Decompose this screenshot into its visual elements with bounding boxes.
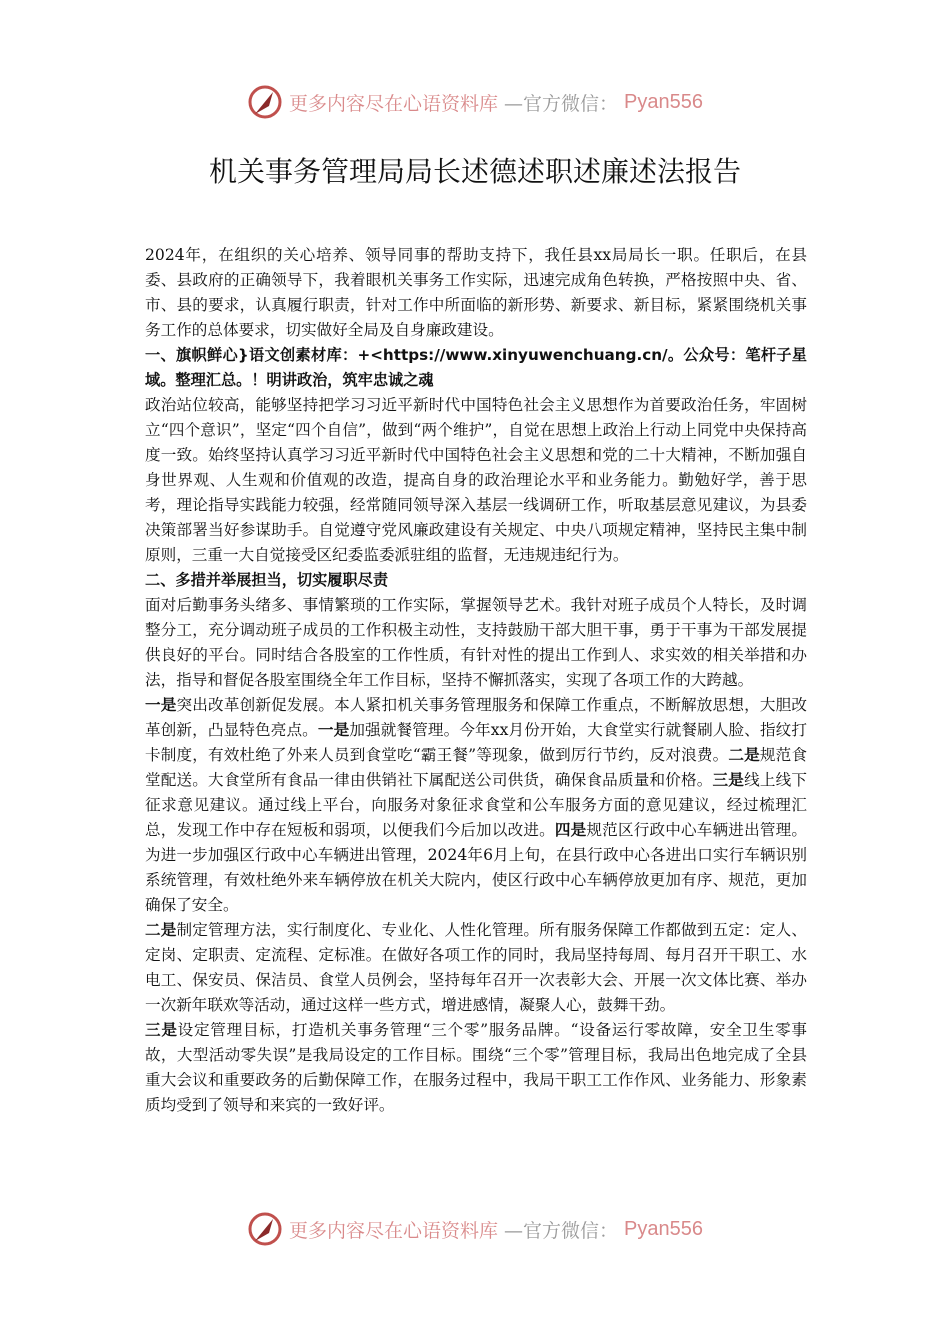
paragraph	[145, 1018, 807, 1118]
paragraph-text: 线上线下征求意见建议。通过线上平台，向服务对象征求食堂和公车服务方面的意见建议，经过梳理汇总，发现工作中存在短板和弱项，以便我们今后加以改进。	[145, 771, 807, 839]
paragraph	[145, 693, 807, 918]
header-watermark-banner	[0, 84, 950, 120]
section-heading	[145, 568, 807, 593]
bold-lead: 三是	[145, 1021, 178, 1039]
banner-text: 更多内容尽在心语资料库	[289, 92, 499, 115]
paragraph-text: 规范食堂配送。大食堂所有食品一律由供销社下属配送公司供货，确保食品质量和价格。	[145, 746, 807, 789]
paragraph	[145, 593, 807, 693]
banner-dash: —官方微信：	[504, 1219, 619, 1242]
paragraph	[145, 918, 807, 1018]
banner-dash: —官方微信：	[504, 92, 619, 115]
bold-lead: 四是	[554, 821, 587, 839]
paragraph-text: 加强就餐管理。今年xx月份开始，大食堂实行就餐刷人脸、指纹打卡制度，有效杜绝了外来人员到食堂吃“霸王餐”等现象，做到厉行节约，反对浪费。	[145, 721, 807, 764]
paragraph-text: 设定管理目标，打造机关事务管理“三个零”服务品牌。“设备运行零故障，安全卫生零事故，大型活动零失误”是我局设定的工作目标。围绕“三个零”管理目标，我局出色地完成了全县重大会议和重要政务的后勤保障工作，在服务过程中，我局干职工工作作风、业务能力、形象素质均受到了领导和来宾的一致好评。	[145, 1021, 807, 1114]
paragraph-text: 2024年，在组织的关心培养、领导同事的帮助支持下，我任县xx局局长一职。任职后，在县委、县政府的正确领导下，我着眼机关事务工作实际，迅速完成角色转换，严格按照中央、省、市、县的要求，认真履行职责，针对工作中所面临的新形势、新要求、新目标，紧紧围绕机关事务工作的总体要求，切实做好全局及自身廉政建设。	[145, 246, 807, 339]
bold-lead: 一是	[145, 696, 177, 714]
bold-lead: 一是	[317, 721, 350, 739]
quill-logo-icon	[247, 84, 283, 120]
quill-logo-icon	[247, 1211, 283, 1247]
footer-watermark-banner	[0, 1211, 950, 1247]
paragraph	[145, 243, 807, 343]
banner-wechat-id: Pyan556	[624, 1217, 703, 1240]
paragraph-text: 突出改革创新促发展。本人紧扣机关事务管理服务和保障工作重点，不断解放思想，大胆改革创新，凸显特色亮点。	[145, 696, 807, 739]
paragraph-text: 一、旗帜鲜心}语文创素材库：+<https://www.xinyuwenchuang.cn/。公众号：笔杆子星域。整理汇总。！明讲政治，筑牢忠诚之魂	[145, 346, 807, 389]
banner-wechat-id: Pyan556	[624, 90, 703, 113]
paragraph-text: 规范区行政中心车辆进出管理。为进一步加强区行政中心车辆进出管理，2024年6月上旬，在县行政中心各进出口实行车辆识别系统管理，有效杜绝外来车辆停放在机关大院内，使区行政中心车辆停放更加有序、规范，更加确保了安全。	[145, 821, 807, 914]
section-heading	[145, 343, 807, 393]
paragraph-text: 面对后勤事务头绪多、事情繁琐的工作实际，掌握领导艺术。我针对班子成员个人特长，及时调整分工，充分调动班子成员的工作积极主动性，支持鼓励干部大胆干事，勇于干事为干部发展提供良好的平台。同时结合各股室的工作性质，有针对性的提出工作到人、求实效的相关举措和办法，指导和督促各股室围绕全年工作目标，坚持不懈抓落实，实现了各项工作的大跨越。	[145, 596, 807, 689]
banner-text: 更多内容尽在心语资料库	[289, 1219, 499, 1242]
bold-lead: 二是	[145, 921, 177, 939]
paragraph-text: 二、多措并举展担当，切实履职尽责	[145, 571, 388, 589]
document-title: 机关事务管理局局长述德述职述廉述法报告	[208, 155, 741, 188]
bold-lead: 二是	[728, 746, 760, 764]
paragraph-text: 政治站位较高，能够坚持把学习习近平新时代中国特色社会主义思想作为首要政治任务，牢固树立“四个意识”，坚定“四个自信”，做到“两个维护”，自觉在思想上政治上行动上同党中央保持高度一致。始终坚持认真学习习近平新时代中国特色社会主义思想和党的二十大精神，不断加强自身世界观、人生观和价值观的改造，提高自身的政治理论水平和业务能力。勤勉好学，善于思考，理论指导实践能力较强，经常随同领导深入基层一线调研工作，听取基层意见建议，为县委决策部署当好参谋助手。自觉遵守党风廉政建设有关规定、中央八项规定精神，坚持民主集中制原则，三重一大自觉接受区纪委监委派驻组的监督，无违规违纪行为。	[145, 396, 807, 564]
bold-lead: 三是	[712, 771, 745, 789]
document-body	[145, 243, 807, 1118]
paragraph	[145, 393, 807, 568]
paragraph-text: 制定管理方法，实行制度化、专业化、人性化管理。所有服务保障工作都做到五定：定人、定岗、定职责、定流程、定标准。在做好各项工作的同时，我局坚持每周、每月召开干职工、水电工、保安员、保洁员、食堂人员例会，坚持每年召开一次表彰大会、开展一次文体比赛、举办一次新年联欢等活动，通过这样一些方式，增进感情，凝聚人心，鼓舞干劲。	[145, 921, 807, 1014]
